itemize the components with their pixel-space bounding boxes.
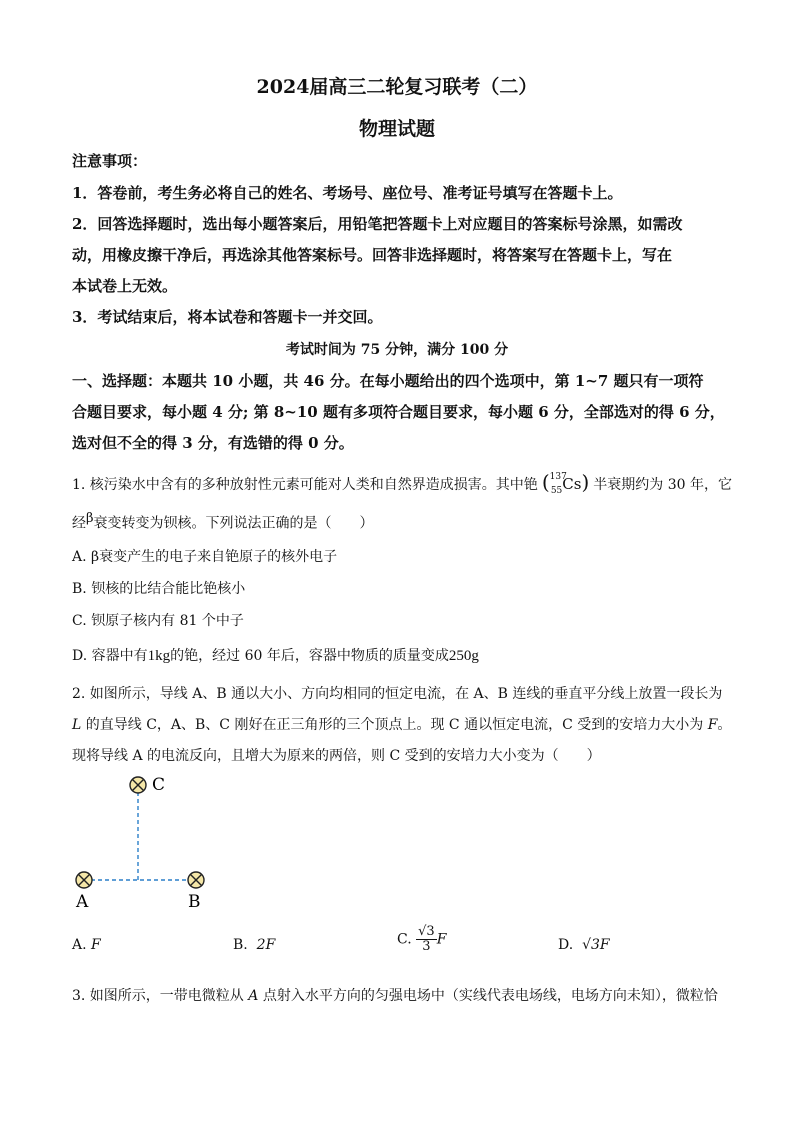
q2-option-c-label: C. xyxy=(397,931,412,948)
q2-stem-line-2 xyxy=(72,714,731,734)
q1-stem-part-2: 半衰期约为 30 年，它 xyxy=(593,477,732,493)
q2-option-c-value: F xyxy=(436,931,447,948)
fraction-numerator: √3 xyxy=(418,924,435,939)
q2-option-c[interactable] xyxy=(397,925,446,954)
section1-line-1: 一、选择题：本题共 10 小题，共 46 分。在每小题给出的四个选项中，第 1~7 题只有一项符 xyxy=(72,372,704,390)
q2-option-a-label: A. xyxy=(72,937,87,953)
notice-heading: 注意事项： xyxy=(72,152,148,170)
force-symbol-f: F xyxy=(707,717,718,733)
q2-diagram xyxy=(60,765,240,915)
q1-option-d-part-2: 的铯，经过 60 年后，容器中物质的质量变成 xyxy=(170,648,449,664)
label-b: B xyxy=(188,892,201,912)
subject-title: 物理试题 xyxy=(358,118,435,140)
point-a-symbol: A xyxy=(248,988,259,1004)
q2-option-b-value: 2F xyxy=(256,937,276,953)
q2-option-d-label: D. xyxy=(558,937,574,953)
q1-option-d-mass-1: 1kg xyxy=(147,648,171,664)
q1-option-d[interactable] xyxy=(72,645,479,665)
exam-title: 2024届高三二轮复习联考（二） xyxy=(256,76,538,98)
notice-item-2-line-2: 动，用橡皮擦干净后，再选涂其他答案标号。回答非选择题时，将答案写在答题卡上，写在 xyxy=(72,246,673,264)
label-a: A xyxy=(76,892,89,912)
q3-stem-line-1 xyxy=(72,985,718,1005)
nuclide-mass: 137 xyxy=(549,472,567,482)
length-symbol-l: L xyxy=(72,717,82,733)
q2-option-a-value: F xyxy=(91,937,101,953)
q1-option-a[interactable]: A. β衰变产生的电子来自铯原子的核外电子 xyxy=(72,549,338,565)
q2-stem-line-3: 现将导线 A 的电流反向，且增大为原来的两倍，则 C 受到的安培力大小变为（ ） xyxy=(72,748,601,764)
q1-stem-part-3: 经 xyxy=(72,515,86,532)
q2-stem-line-2-text: 的直导线 C，A、B、C 刚好在正三角形的三个顶点上。现 C 通以恒定电流，C 受到的安培力大小为 xyxy=(81,717,708,733)
section1-line-3: 选对但不全的得 3 分，有选错的得 0 分。 xyxy=(72,434,354,452)
q2-option-b[interactable] xyxy=(233,937,275,953)
exam-time-info: 考试时间为 75 分钟，满分 100 分 xyxy=(285,342,509,358)
q2-option-d[interactable] xyxy=(558,937,610,953)
nuclide-atomic: 55 xyxy=(550,486,563,496)
q2-stem-line-1: 2. 如图所示，导线 A、B 通以大小、方向均相同的恒定电流，在 A、B 连线的垂直平分线上放置一段长为 xyxy=(72,686,723,702)
nuclide-symbol: Cs xyxy=(562,475,582,493)
q1-stem-part-4: 衰变转变为钡核。下列说法正确的是（ ） xyxy=(93,515,374,532)
q1-stem-part-1: 1. 核污染水中含有的多种放射性元素可能对人类和自然界造成损害。其中铯 xyxy=(72,477,538,493)
beta-symbol: β xyxy=(86,511,94,526)
q2-stem-line-2-end: 。 xyxy=(717,717,732,733)
wire-b-into-page-icon xyxy=(188,872,204,888)
q2-option-d-value: √3F xyxy=(582,937,610,953)
q1-stem-line-1 xyxy=(72,470,732,496)
wire-a-into-page-icon xyxy=(76,872,92,888)
sqrt3-over-3-fraction xyxy=(416,925,437,954)
q3-stem-part-2: 点射入水平方向的匀强电场中（实线代表电场线，电场方向未知），微粒恰 xyxy=(258,988,718,1004)
cesium-nuclide: ($^{137}_{55}$Cs) xyxy=(541,470,590,496)
q2-option-b-label: B. xyxy=(233,937,248,953)
q1-option-c[interactable]: C. 钡原子核内有 81 个中子 xyxy=(72,613,244,629)
fraction-denominator: 3 xyxy=(422,939,431,954)
q1-stem-line-2 xyxy=(72,511,374,533)
notice-item-3: 3．考试结束后，将本试卷和答题卡一并交回。 xyxy=(72,308,383,326)
q2-option-a[interactable] xyxy=(72,937,101,953)
notice-item-2-line-3: 本试卷上无效。 xyxy=(72,277,178,295)
section1-line-2: 合题目要求，每小题 4 分; 第 8~10 题有多项符合题目要求，每小题 6 分，全部选对的得 6 分， xyxy=(72,403,725,421)
q1-option-d-part-1: D. 容器中有 xyxy=(72,648,148,664)
notice-item-2-line-1: 2．回答选择题时，选出每小题答案后，用铅笔把答题卡上对应题目的答案标号涂黑，如需改 xyxy=(72,215,683,233)
wire-c-into-page-icon xyxy=(130,777,146,793)
q1-option-b[interactable]: B. 钡核的比结合能比铯核小 xyxy=(72,581,246,597)
notice-item-1: 1．答卷前，考生务必将自己的姓名、考场号、座位号、准考证号填写在答题卡上。 xyxy=(72,184,623,202)
q3-stem-part-1: 3. 如图所示，一带电微粒从 xyxy=(72,988,249,1004)
label-c: C xyxy=(152,775,166,795)
q1-option-d-mass-2: 250g xyxy=(448,648,479,664)
